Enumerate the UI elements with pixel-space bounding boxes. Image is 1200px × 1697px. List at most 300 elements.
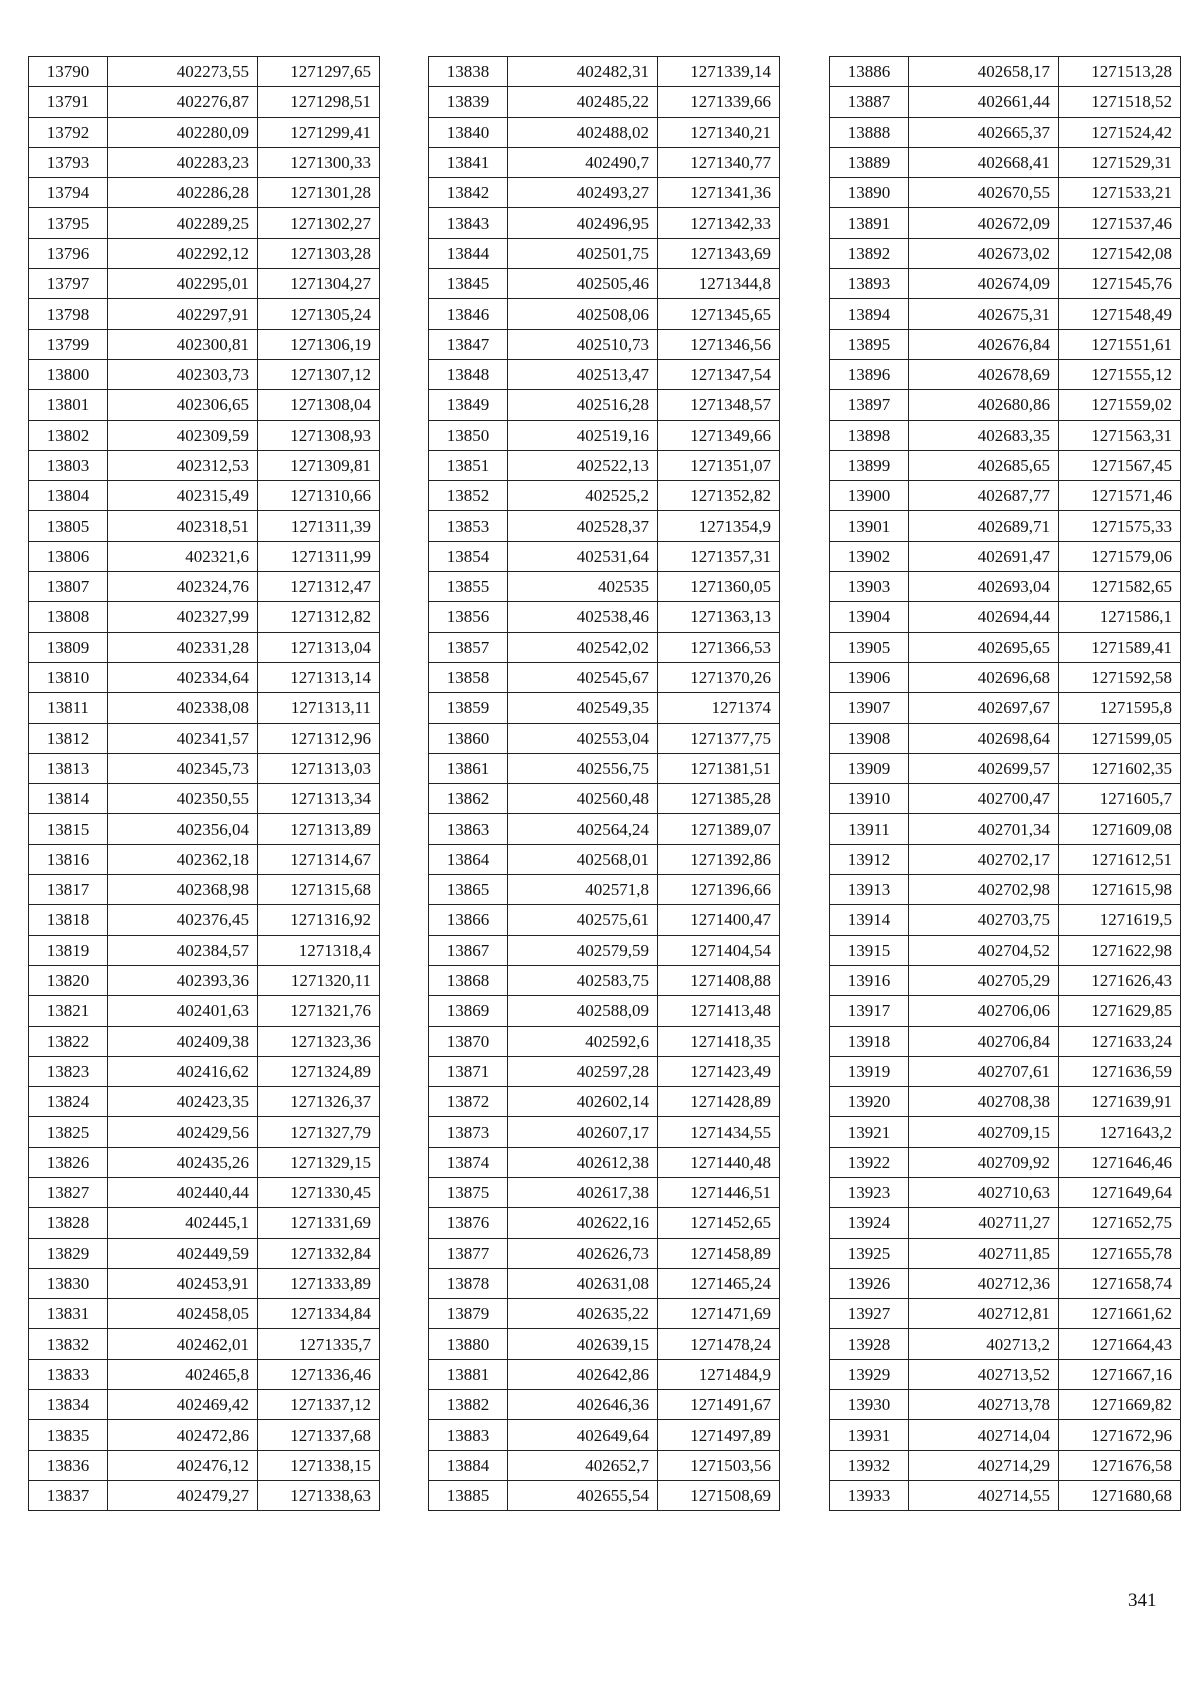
point-number-cell: 13910 bbox=[830, 784, 909, 814]
x-coordinate-cell: 402276,87 bbox=[108, 87, 258, 117]
point-number-cell: 13885 bbox=[429, 1480, 508, 1510]
table-row bbox=[29, 753, 380, 783]
table-row bbox=[429, 299, 780, 329]
x-coordinate-cell: 402469,42 bbox=[108, 1390, 258, 1420]
y-coordinate-cell: 1271551,61 bbox=[1059, 329, 1181, 359]
point-number-cell: 13812 bbox=[29, 723, 108, 753]
y-coordinate-cell: 1271313,11 bbox=[258, 693, 380, 723]
y-coordinate-cell: 1271385,28 bbox=[658, 784, 780, 814]
point-number-cell: 13861 bbox=[429, 753, 508, 783]
table-row bbox=[29, 602, 380, 632]
x-coordinate-cell: 402535 bbox=[508, 572, 658, 602]
x-coordinate-cell: 402635,22 bbox=[508, 1299, 658, 1329]
y-coordinate-cell: 1271335,7 bbox=[258, 1329, 380, 1359]
y-coordinate-cell: 1271542,08 bbox=[1059, 238, 1181, 268]
table-row bbox=[830, 1208, 1181, 1238]
x-coordinate-cell: 402440,44 bbox=[108, 1177, 258, 1207]
x-coordinate-cell: 402689,71 bbox=[909, 511, 1059, 541]
x-coordinate-cell: 402713,52 bbox=[909, 1359, 1059, 1389]
x-coordinate-cell: 402519,16 bbox=[508, 420, 658, 450]
table-row bbox=[29, 481, 380, 511]
y-coordinate-cell: 1271413,48 bbox=[658, 996, 780, 1026]
y-coordinate-cell: 1271352,82 bbox=[658, 481, 780, 511]
point-number-cell: 13891 bbox=[830, 208, 909, 238]
x-coordinate-cell: 402680,86 bbox=[909, 390, 1059, 420]
table-row bbox=[29, 996, 380, 1026]
x-coordinate-cell: 402658,17 bbox=[909, 57, 1059, 87]
table-row bbox=[429, 57, 780, 87]
point-number-cell: 13831 bbox=[29, 1299, 108, 1329]
x-coordinate-cell: 402513,47 bbox=[508, 359, 658, 389]
y-coordinate-cell: 1271524,42 bbox=[1059, 117, 1181, 147]
point-number-cell: 13801 bbox=[29, 390, 108, 420]
table-row bbox=[29, 1238, 380, 1268]
table-row bbox=[29, 1177, 380, 1207]
y-coordinate-cell: 1271582,65 bbox=[1059, 572, 1181, 602]
x-coordinate-cell: 402579,59 bbox=[508, 935, 658, 965]
table-row bbox=[830, 602, 1181, 632]
table-row bbox=[429, 1177, 780, 1207]
point-number-cell: 13829 bbox=[29, 1238, 108, 1268]
x-coordinate-cell: 402560,48 bbox=[508, 784, 658, 814]
x-coordinate-cell: 402672,09 bbox=[909, 208, 1059, 238]
point-number-cell: 13896 bbox=[830, 359, 909, 389]
x-coordinate-cell: 402668,41 bbox=[909, 147, 1059, 177]
y-coordinate-cell: 1271329,15 bbox=[258, 1147, 380, 1177]
point-number-cell: 13791 bbox=[29, 87, 108, 117]
table-row bbox=[429, 511, 780, 541]
point-number-cell: 13883 bbox=[429, 1420, 508, 1450]
y-coordinate-cell: 1271304,27 bbox=[258, 269, 380, 299]
y-coordinate-cell: 1271599,05 bbox=[1059, 723, 1181, 753]
x-coordinate-cell: 402309,59 bbox=[108, 420, 258, 450]
point-number-cell: 13866 bbox=[429, 905, 508, 935]
table-row bbox=[830, 1420, 1181, 1450]
table-row bbox=[830, 723, 1181, 753]
point-number-cell: 13916 bbox=[830, 965, 909, 995]
table-row bbox=[429, 1329, 780, 1359]
point-number-cell: 13816 bbox=[29, 844, 108, 874]
y-coordinate-cell: 1271404,54 bbox=[658, 935, 780, 965]
point-number-cell: 13852 bbox=[429, 481, 508, 511]
x-coordinate-cell: 402368,98 bbox=[108, 875, 258, 905]
y-coordinate-cell: 1271339,14 bbox=[658, 57, 780, 87]
y-coordinate-cell: 1271622,98 bbox=[1059, 935, 1181, 965]
point-number-cell: 13817 bbox=[29, 875, 108, 905]
table-row bbox=[429, 1268, 780, 1298]
point-number-cell: 13918 bbox=[830, 1026, 909, 1056]
point-number-cell: 13897 bbox=[830, 390, 909, 420]
point-number-cell: 13894 bbox=[830, 299, 909, 329]
table-row bbox=[830, 1026, 1181, 1056]
table-row bbox=[429, 1450, 780, 1480]
point-number-cell: 13811 bbox=[29, 693, 108, 723]
x-coordinate-cell: 402409,38 bbox=[108, 1026, 258, 1056]
table-row bbox=[29, 420, 380, 450]
y-coordinate-cell: 1271347,54 bbox=[658, 359, 780, 389]
point-number-cell: 13837 bbox=[29, 1480, 108, 1510]
table-row bbox=[830, 1177, 1181, 1207]
y-coordinate-cell: 1271312,96 bbox=[258, 723, 380, 753]
point-number-cell: 13820 bbox=[29, 965, 108, 995]
x-coordinate-cell: 402687,77 bbox=[909, 481, 1059, 511]
point-number-cell: 13822 bbox=[29, 1026, 108, 1056]
point-number-cell: 13862 bbox=[429, 784, 508, 814]
y-coordinate-cell: 1271311,99 bbox=[258, 541, 380, 571]
point-number-cell: 13845 bbox=[429, 269, 508, 299]
x-coordinate-cell: 402697,67 bbox=[909, 693, 1059, 723]
y-coordinate-cell: 1271655,78 bbox=[1059, 1238, 1181, 1268]
point-number-cell: 13931 bbox=[830, 1420, 909, 1450]
x-coordinate-cell: 402699,57 bbox=[909, 753, 1059, 783]
y-coordinate-cell: 1271548,49 bbox=[1059, 299, 1181, 329]
y-coordinate-cell: 1271340,21 bbox=[658, 117, 780, 147]
point-number-cell: 13919 bbox=[830, 1056, 909, 1086]
x-coordinate-cell: 402631,08 bbox=[508, 1268, 658, 1298]
table-row bbox=[29, 1056, 380, 1086]
point-number-cell: 13928 bbox=[830, 1329, 909, 1359]
y-coordinate-cell: 1271337,12 bbox=[258, 1390, 380, 1420]
point-number-cell: 13930 bbox=[830, 1390, 909, 1420]
point-number-cell: 13933 bbox=[830, 1480, 909, 1510]
point-number-cell: 13880 bbox=[429, 1329, 508, 1359]
point-number-cell: 13925 bbox=[830, 1238, 909, 1268]
point-number-cell: 13795 bbox=[29, 208, 108, 238]
y-coordinate-cell: 1271646,46 bbox=[1059, 1147, 1181, 1177]
x-coordinate-cell: 402693,04 bbox=[909, 572, 1059, 602]
y-coordinate-cell: 1271338,63 bbox=[258, 1480, 380, 1510]
table-row bbox=[429, 905, 780, 935]
point-number-cell: 13912 bbox=[830, 844, 909, 874]
y-coordinate-cell: 1271633,24 bbox=[1059, 1026, 1181, 1056]
table-row bbox=[429, 693, 780, 723]
x-coordinate-cell: 402516,28 bbox=[508, 390, 658, 420]
point-number-cell: 13843 bbox=[429, 208, 508, 238]
y-coordinate-cell: 1271440,48 bbox=[658, 1147, 780, 1177]
x-coordinate-cell: 402703,75 bbox=[909, 905, 1059, 935]
table-row bbox=[830, 844, 1181, 874]
y-coordinate-cell: 1271312,82 bbox=[258, 602, 380, 632]
y-coordinate-cell: 1271332,84 bbox=[258, 1238, 380, 1268]
x-coordinate-cell: 402505,46 bbox=[508, 269, 658, 299]
point-number-cell: 13839 bbox=[429, 87, 508, 117]
x-coordinate-cell: 402709,15 bbox=[909, 1117, 1059, 1147]
y-coordinate-cell: 1271559,02 bbox=[1059, 390, 1181, 420]
y-coordinate-cell: 1271305,24 bbox=[258, 299, 380, 329]
y-coordinate-cell: 1271346,56 bbox=[658, 329, 780, 359]
table-row bbox=[429, 1056, 780, 1086]
y-coordinate-cell: 1271301,28 bbox=[258, 178, 380, 208]
table-row bbox=[830, 238, 1181, 268]
y-coordinate-cell: 1271299,41 bbox=[258, 117, 380, 147]
y-coordinate-cell: 1271639,91 bbox=[1059, 1087, 1181, 1117]
x-coordinate-cell: 402508,06 bbox=[508, 299, 658, 329]
y-coordinate-cell: 1271300,33 bbox=[258, 147, 380, 177]
point-number-cell: 13834 bbox=[29, 1390, 108, 1420]
point-number-cell: 13844 bbox=[429, 238, 508, 268]
table-row bbox=[29, 541, 380, 571]
y-coordinate-cell: 1271589,41 bbox=[1059, 632, 1181, 662]
table-row bbox=[429, 208, 780, 238]
y-coordinate-cell: 1271313,34 bbox=[258, 784, 380, 814]
y-coordinate-cell: 1271333,89 bbox=[258, 1268, 380, 1298]
point-number-cell: 13827 bbox=[29, 1177, 108, 1207]
x-coordinate-cell: 402334,64 bbox=[108, 662, 258, 692]
point-number-cell: 13877 bbox=[429, 1238, 508, 1268]
x-coordinate-cell: 402501,75 bbox=[508, 238, 658, 268]
x-coordinate-cell: 402583,75 bbox=[508, 965, 658, 995]
x-coordinate-cell: 402476,12 bbox=[108, 1450, 258, 1480]
table-row bbox=[29, 299, 380, 329]
y-coordinate-cell: 1271366,53 bbox=[658, 632, 780, 662]
point-number-cell: 13927 bbox=[830, 1299, 909, 1329]
y-coordinate-cell: 1271312,47 bbox=[258, 572, 380, 602]
y-coordinate-cell: 1271311,39 bbox=[258, 511, 380, 541]
y-coordinate-cell: 1271318,4 bbox=[258, 935, 380, 965]
point-number-cell: 13878 bbox=[429, 1268, 508, 1298]
x-coordinate-cell: 402292,12 bbox=[108, 238, 258, 268]
table-row bbox=[830, 996, 1181, 1026]
table-row bbox=[830, 814, 1181, 844]
table-row bbox=[429, 753, 780, 783]
y-coordinate-cell: 1271313,14 bbox=[258, 662, 380, 692]
x-coordinate-cell: 402701,34 bbox=[909, 814, 1059, 844]
y-coordinate-cell: 1271664,43 bbox=[1059, 1329, 1181, 1359]
x-coordinate-cell: 402306,65 bbox=[108, 390, 258, 420]
point-number-cell: 13809 bbox=[29, 632, 108, 662]
table-row bbox=[29, 1087, 380, 1117]
table-row bbox=[429, 359, 780, 389]
y-coordinate-cell: 1271652,75 bbox=[1059, 1208, 1181, 1238]
x-coordinate-cell: 402639,15 bbox=[508, 1329, 658, 1359]
table-row bbox=[429, 814, 780, 844]
point-number-cell: 13803 bbox=[29, 450, 108, 480]
point-number-cell: 13881 bbox=[429, 1359, 508, 1389]
y-coordinate-cell: 1271400,47 bbox=[658, 905, 780, 935]
table-row bbox=[830, 450, 1181, 480]
y-coordinate-cell: 1271619,5 bbox=[1059, 905, 1181, 935]
table-row bbox=[429, 602, 780, 632]
table-row bbox=[830, 965, 1181, 995]
point-number-cell: 13906 bbox=[830, 662, 909, 692]
table-row bbox=[29, 1480, 380, 1510]
table-row bbox=[830, 935, 1181, 965]
table-row bbox=[29, 1359, 380, 1389]
point-number-cell: 13800 bbox=[29, 359, 108, 389]
point-number-cell: 13854 bbox=[429, 541, 508, 571]
y-coordinate-cell: 1271324,89 bbox=[258, 1056, 380, 1086]
point-number-cell: 13797 bbox=[29, 269, 108, 299]
y-coordinate-cell: 1271629,85 bbox=[1059, 996, 1181, 1026]
point-number-cell: 13899 bbox=[830, 450, 909, 480]
x-coordinate-cell: 402297,91 bbox=[108, 299, 258, 329]
point-number-cell: 13855 bbox=[429, 572, 508, 602]
point-number-cell: 13932 bbox=[830, 1450, 909, 1480]
y-coordinate-cell: 1271575,33 bbox=[1059, 511, 1181, 541]
point-number-cell: 13887 bbox=[830, 87, 909, 117]
x-coordinate-cell: 402429,56 bbox=[108, 1117, 258, 1147]
table-row bbox=[830, 1329, 1181, 1359]
table-row bbox=[429, 420, 780, 450]
point-number-cell: 13835 bbox=[29, 1420, 108, 1450]
point-number-cell: 13870 bbox=[429, 1026, 508, 1056]
point-number-cell: 13841 bbox=[429, 147, 508, 177]
y-coordinate-cell: 1271316,92 bbox=[258, 905, 380, 935]
table-row bbox=[429, 1238, 780, 1268]
y-coordinate-cell: 1271360,05 bbox=[658, 572, 780, 602]
x-coordinate-cell: 402465,8 bbox=[108, 1359, 258, 1389]
table-row bbox=[29, 1450, 380, 1480]
x-coordinate-cell: 402488,02 bbox=[508, 117, 658, 147]
point-number-cell: 13923 bbox=[830, 1177, 909, 1207]
table-row bbox=[29, 875, 380, 905]
point-number-cell: 13863 bbox=[429, 814, 508, 844]
table-row bbox=[830, 753, 1181, 783]
x-coordinate-cell: 402528,37 bbox=[508, 511, 658, 541]
x-coordinate-cell: 402300,81 bbox=[108, 329, 258, 359]
point-number-cell: 13922 bbox=[830, 1147, 909, 1177]
table-row bbox=[29, 1390, 380, 1420]
point-number-cell: 13857 bbox=[429, 632, 508, 662]
x-coordinate-cell: 402592,6 bbox=[508, 1026, 658, 1056]
x-coordinate-cell: 402338,08 bbox=[108, 693, 258, 723]
x-coordinate-cell: 402568,01 bbox=[508, 844, 658, 874]
y-coordinate-cell: 1271643,2 bbox=[1059, 1117, 1181, 1147]
y-coordinate-cell: 1271497,89 bbox=[658, 1420, 780, 1450]
y-coordinate-cell: 1271680,68 bbox=[1059, 1480, 1181, 1510]
table-row bbox=[429, 87, 780, 117]
point-number-cell: 13807 bbox=[29, 572, 108, 602]
y-coordinate-cell: 1271434,55 bbox=[658, 1117, 780, 1147]
y-coordinate-cell: 1271337,68 bbox=[258, 1420, 380, 1450]
table-row bbox=[29, 57, 380, 87]
point-number-cell: 13842 bbox=[429, 178, 508, 208]
table-row bbox=[29, 693, 380, 723]
y-coordinate-cell: 1271331,69 bbox=[258, 1208, 380, 1238]
table-row bbox=[830, 541, 1181, 571]
point-number-cell: 13888 bbox=[830, 117, 909, 147]
point-number-cell: 13876 bbox=[429, 1208, 508, 1238]
point-number-cell: 13879 bbox=[429, 1299, 508, 1329]
y-coordinate-cell: 1271491,67 bbox=[658, 1390, 780, 1420]
y-coordinate-cell: 1271529,31 bbox=[1059, 147, 1181, 177]
x-coordinate-cell: 402678,69 bbox=[909, 359, 1059, 389]
y-coordinate-cell: 1271303,28 bbox=[258, 238, 380, 268]
point-number-cell: 13902 bbox=[830, 541, 909, 571]
point-number-cell: 13903 bbox=[830, 572, 909, 602]
x-coordinate-cell: 402303,73 bbox=[108, 359, 258, 389]
point-number-cell: 13905 bbox=[830, 632, 909, 662]
x-coordinate-cell: 402649,64 bbox=[508, 1420, 658, 1450]
point-number-cell: 13850 bbox=[429, 420, 508, 450]
point-number-cell: 13792 bbox=[29, 117, 108, 147]
point-number-cell: 13859 bbox=[429, 693, 508, 723]
point-number-cell: 13874 bbox=[429, 1147, 508, 1177]
y-coordinate-cell: 1271310,66 bbox=[258, 481, 380, 511]
x-coordinate-cell: 402709,92 bbox=[909, 1147, 1059, 1177]
x-coordinate-cell: 402493,27 bbox=[508, 178, 658, 208]
table-row bbox=[830, 359, 1181, 389]
y-coordinate-cell: 1271308,04 bbox=[258, 390, 380, 420]
y-coordinate-cell: 1271579,06 bbox=[1059, 541, 1181, 571]
x-coordinate-cell: 402564,24 bbox=[508, 814, 658, 844]
y-coordinate-cell: 1271609,08 bbox=[1059, 814, 1181, 844]
table-row bbox=[429, 662, 780, 692]
table-row bbox=[29, 1117, 380, 1147]
x-coordinate-cell: 402393,36 bbox=[108, 965, 258, 995]
table-row bbox=[429, 269, 780, 299]
table-row bbox=[830, 875, 1181, 905]
y-coordinate-cell: 1271343,69 bbox=[658, 238, 780, 268]
table-row bbox=[429, 632, 780, 662]
point-number-cell: 13907 bbox=[830, 693, 909, 723]
x-coordinate-cell: 402655,54 bbox=[508, 1480, 658, 1510]
x-coordinate-cell: 402708,38 bbox=[909, 1087, 1059, 1117]
table-row bbox=[29, 572, 380, 602]
y-coordinate-cell: 1271339,66 bbox=[658, 87, 780, 117]
table-row bbox=[29, 632, 380, 662]
table-row bbox=[830, 299, 1181, 329]
point-number-cell: 13892 bbox=[830, 238, 909, 268]
point-number-cell: 13920 bbox=[830, 1087, 909, 1117]
table-row bbox=[830, 147, 1181, 177]
table-row bbox=[429, 1420, 780, 1450]
table-row bbox=[429, 965, 780, 995]
x-coordinate-cell: 402453,91 bbox=[108, 1268, 258, 1298]
point-number-cell: 13893 bbox=[830, 269, 909, 299]
x-coordinate-cell: 402324,76 bbox=[108, 572, 258, 602]
y-coordinate-cell: 1271320,11 bbox=[258, 965, 380, 995]
x-coordinate-cell: 402312,53 bbox=[108, 450, 258, 480]
y-coordinate-cell: 1271636,59 bbox=[1059, 1056, 1181, 1086]
point-number-cell: 13790 bbox=[29, 57, 108, 87]
x-coordinate-cell: 402691,47 bbox=[909, 541, 1059, 571]
y-coordinate-cell: 1271458,89 bbox=[658, 1238, 780, 1268]
table-row bbox=[29, 814, 380, 844]
table-row bbox=[429, 541, 780, 571]
y-coordinate-cell: 1271323,36 bbox=[258, 1026, 380, 1056]
x-coordinate-cell: 402423,35 bbox=[108, 1087, 258, 1117]
x-coordinate-cell: 402286,28 bbox=[108, 178, 258, 208]
x-coordinate-cell: 402545,67 bbox=[508, 662, 658, 692]
table-row bbox=[830, 1268, 1181, 1298]
y-coordinate-cell: 1271340,77 bbox=[658, 147, 780, 177]
x-coordinate-cell: 402704,52 bbox=[909, 935, 1059, 965]
y-coordinate-cell: 1271321,76 bbox=[258, 996, 380, 1026]
y-coordinate-cell: 1271446,51 bbox=[658, 1177, 780, 1207]
y-coordinate-cell: 1271374 bbox=[658, 693, 780, 723]
y-coordinate-cell: 1271298,51 bbox=[258, 87, 380, 117]
y-coordinate-cell: 1271309,81 bbox=[258, 450, 380, 480]
y-coordinate-cell: 1271423,49 bbox=[658, 1056, 780, 1086]
point-number-cell: 13823 bbox=[29, 1056, 108, 1086]
y-coordinate-cell: 1271381,51 bbox=[658, 753, 780, 783]
x-coordinate-cell: 402542,02 bbox=[508, 632, 658, 662]
x-coordinate-cell: 402706,84 bbox=[909, 1026, 1059, 1056]
y-coordinate-cell: 1271484,9 bbox=[658, 1359, 780, 1389]
y-coordinate-cell: 1271503,56 bbox=[658, 1450, 780, 1480]
point-number-cell: 13860 bbox=[429, 723, 508, 753]
table-row bbox=[29, 359, 380, 389]
point-number-cell: 13824 bbox=[29, 1087, 108, 1117]
point-number-cell: 13847 bbox=[429, 329, 508, 359]
x-coordinate-cell: 402331,28 bbox=[108, 632, 258, 662]
table-row bbox=[29, 1329, 380, 1359]
table-row bbox=[429, 1359, 780, 1389]
point-number-cell: 13798 bbox=[29, 299, 108, 329]
x-coordinate-cell: 402362,18 bbox=[108, 844, 258, 874]
x-coordinate-cell: 402710,63 bbox=[909, 1177, 1059, 1207]
